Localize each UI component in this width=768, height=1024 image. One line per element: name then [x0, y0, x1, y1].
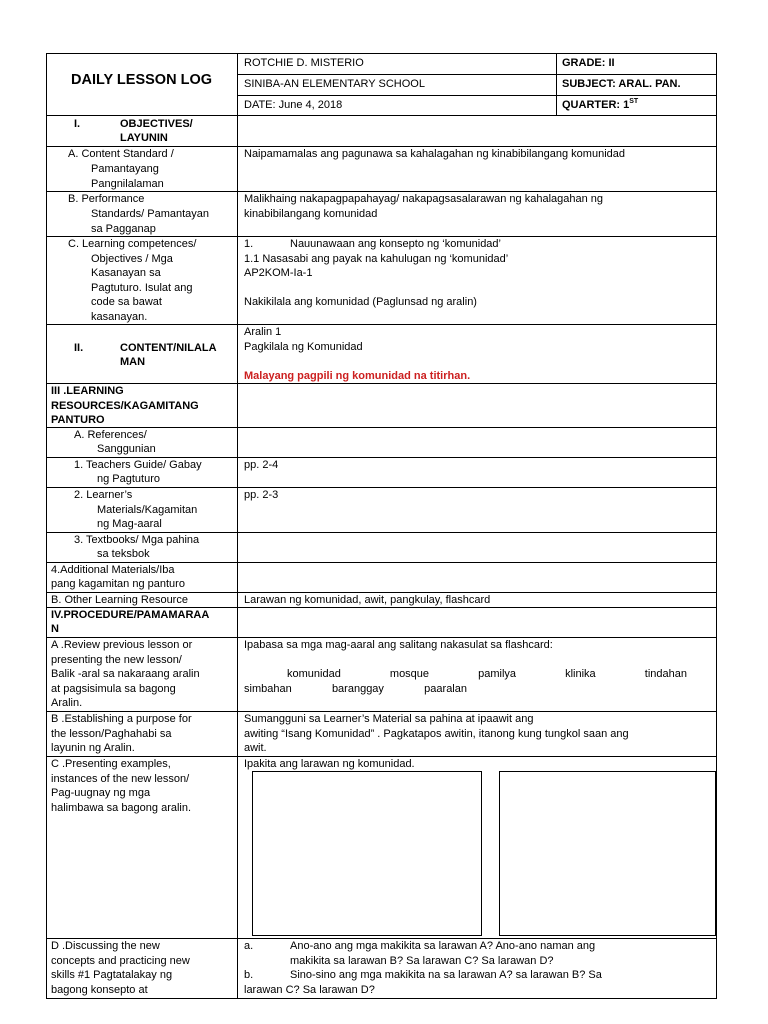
- picture-frame-left: [252, 771, 482, 936]
- header-column-divider: [556, 53, 557, 115]
- content-standard-text: Naipamamalas ang pagunawa sa kahalagahan ng kinabibilangang komunidad: [244, 148, 625, 160]
- column-divider: [237, 53, 238, 999]
- table-border-left: [46, 53, 47, 999]
- grade-label: GRADE: II: [562, 57, 615, 69]
- quarter-label: QUARTER: 1ST: [562, 98, 639, 111]
- subject-label: SUBJECT: ARAL. PAN.: [562, 78, 681, 90]
- school-name: SINIBA-AN ELEMENTARY SCHOOL: [244, 78, 425, 90]
- highlighted-note: Malayang pagpili ng komunidad na titirhan.: [244, 370, 471, 382]
- flashcard-words-row-1: komunidad mosque pamilya klinika tindahan: [287, 668, 687, 680]
- teacher-name: ROTCHIE D. MISTERIO: [244, 57, 364, 69]
- lesson-date: DATE: June 4, 2018: [244, 99, 343, 111]
- picture-frame-right: [499, 771, 716, 936]
- table-border-right: [716, 53, 717, 999]
- page-title: DAILY LESSON LOG: [71, 72, 212, 88]
- flashcard-words-row-2: simbahan baranggay paaralan: [244, 683, 467, 695]
